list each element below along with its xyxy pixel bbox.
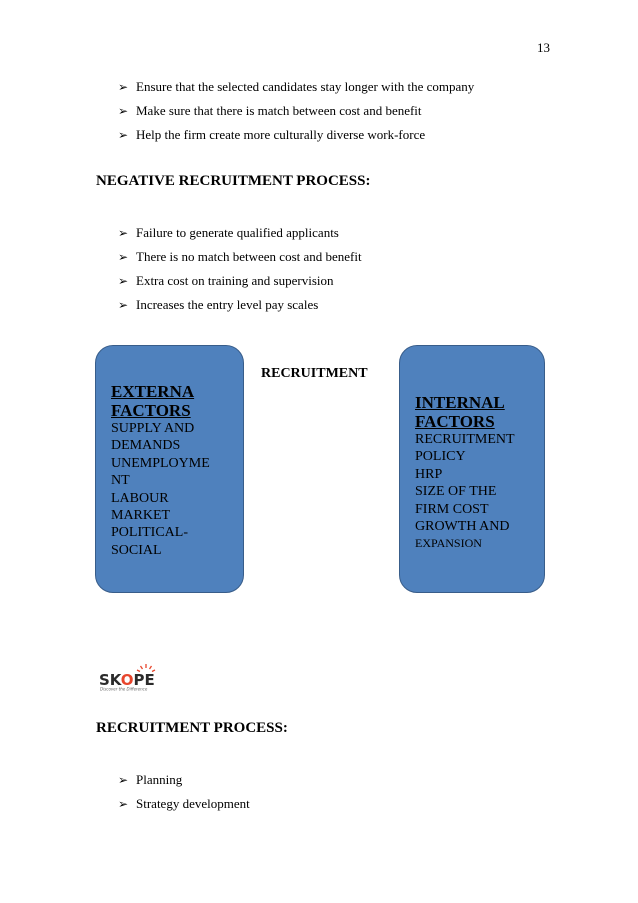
- list-item: ➢ Make sure that there is match between cost and benefit: [118, 99, 474, 123]
- factor-item: POLICY: [415, 449, 466, 465]
- process-list: [118, 768, 250, 816]
- factor-item: SIZE OF THE: [415, 484, 497, 500]
- factor-item: GROWTH AND: [415, 519, 510, 535]
- arrow-bullet-icon: ➢: [118, 250, 129, 264]
- arrow-bullet-icon: ➢: [118, 104, 129, 118]
- list-item: ➢ There is no match between cost and benefit: [118, 245, 362, 269]
- list-item: ➢ Strategy development: [118, 792, 250, 816]
- factor-item: SUPPLY AND: [111, 421, 195, 436]
- arrow-bullet-icon: ➢: [118, 298, 129, 312]
- internal-factors-box: [399, 345, 545, 593]
- factor-item: FIRM COST: [415, 501, 489, 517]
- recruitment-label: RECRUITMENT: [261, 366, 368, 381]
- arrow-bullet-icon: ➢: [118, 128, 129, 142]
- arrow-bullet-icon: ➢: [118, 773, 129, 787]
- process-heading: RECRUITMENT PROCESS:: [96, 720, 288, 736]
- list-item: ➢ Extra cost on training and supervision: [118, 269, 362, 293]
- factor-item: DEMANDS: [111, 438, 181, 454]
- factor-item: RECRUITMENT: [415, 432, 515, 447]
- factor-item: MARKET: [111, 508, 171, 524]
- list-item: ➢ Failure to generate qualified applicants: [118, 221, 362, 245]
- arrow-bullet-icon: ➢: [118, 80, 129, 94]
- list-item: ➢ Help the firm create more culturally diverse work-force: [118, 123, 474, 147]
- factor-item: EXPANSION: [415, 536, 482, 551]
- negative-list: [118, 221, 362, 317]
- arrow-bullet-icon: ➢: [118, 226, 129, 240]
- factor-item: POLITICAL-: [111, 525, 188, 541]
- external-title: EXTERNA FACTORS: [111, 382, 195, 420]
- arrow-bullet-icon: ➢: [118, 797, 129, 811]
- page-number: 13: [537, 40, 550, 55]
- benefits-list: [118, 75, 474, 147]
- internal-title: INTERNAL FACTORS: [415, 393, 505, 431]
- list-item: ➢ Planning: [118, 768, 250, 792]
- list-item: ➢ Increases the entry level pay scales: [118, 293, 362, 317]
- svg-text:Discover the Difference: Discover the Difference: [100, 686, 148, 692]
- factor-item: NT: [111, 473, 130, 489]
- svg-text:SKOPE: SKOPE: [99, 671, 155, 689]
- factor-item: HRP: [415, 466, 443, 482]
- factor-item: UNEMPLOYME: [111, 455, 210, 471]
- arrow-bullet-icon: ➢: [118, 274, 129, 288]
- external-factors-box: [95, 345, 244, 593]
- list-item: ➢ Ensure that the selected candidates stay longer with the company: [118, 75, 474, 99]
- factor-item: SOCIAL: [111, 542, 162, 558]
- negative-heading: NEGATIVE RECRUITMENT PROCESS:: [96, 173, 371, 189]
- skope-logo: [97, 662, 177, 692]
- factor-item: LABOUR: [111, 490, 169, 506]
